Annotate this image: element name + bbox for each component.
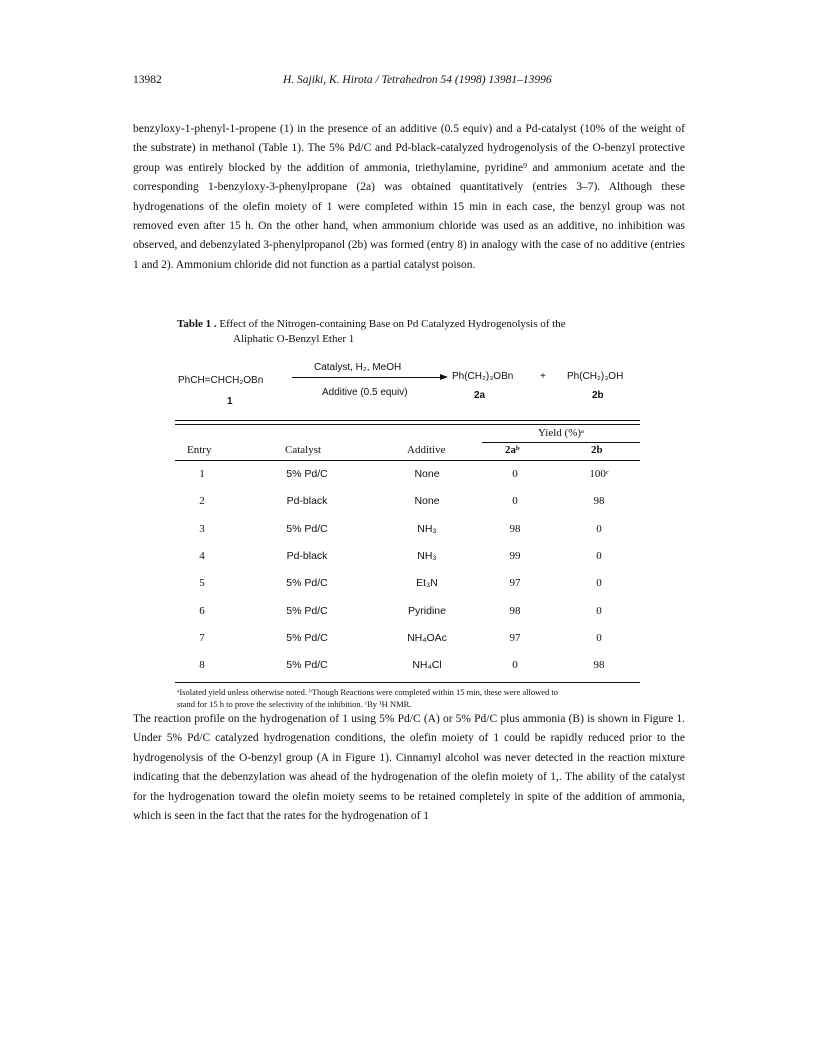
- cell-additive: NH₄Cl: [412, 659, 442, 672]
- cell-entry: 2: [199, 495, 205, 508]
- cell-entry: 7: [199, 631, 205, 644]
- product-a: Ph(CH₂)₃OBn: [452, 371, 514, 382]
- table-row: [175, 550, 640, 568]
- cell-yield-2a: 98: [509, 604, 521, 617]
- cell-entry: 6: [199, 604, 205, 617]
- reactant-label: 1: [227, 396, 233, 407]
- yield-header: Yield (%)ᵃ: [537, 427, 585, 439]
- cell-yield-2a: 97: [509, 577, 521, 590]
- cell-additive: None: [414, 468, 440, 480]
- cell-yield-2a: 0: [512, 495, 518, 508]
- cell-yield-2b: 0: [596, 604, 602, 617]
- col-header-entry: Entry: [187, 444, 212, 456]
- cell-catalyst: 5% Pd/C: [286, 604, 328, 617]
- cell-entry: 8: [199, 659, 205, 672]
- cell-additive: NH₃: [417, 522, 437, 535]
- cell-additive: NH₃: [417, 549, 437, 562]
- col-header-additive: Additive: [407, 444, 446, 456]
- cell-yield-2b: 0: [596, 522, 602, 535]
- cell-additive: Pyridine: [408, 604, 446, 617]
- running-title: H. Sajiki, K. Hirota / Tetrahedron 54 (1998) 13981–13996: [283, 74, 552, 86]
- cell-additive: NH₄OAc: [407, 631, 447, 644]
- col-header-2a: 2aᵇ: [505, 444, 520, 456]
- body-paragraph-2: The reaction profile on the hydrogenation of 1 using 5% Pd/C (A) or 5% Pd/C plus ammonia (B) is shown in Figure 1. Under 5% Pd/C catalyzed hydrogenation conditions, the olefin moiety of 1 could be rapidly reduced prior to the hydrogenolysis of the O-benzyl group (A in Figure 1). Cinnamyl alcohol was never detected in the reaction mixture indicating that the debenzylation was ahead of the hydrogenation of the olefin moiety of 1,. The ability of the catalyst for the hydrogenation toward the olefin moiety seems to be retained completely in spite of the addition of ammonia, which is seen in the fact that the rates for the hydrogenation of 1: [133, 713, 685, 823]
- reaction-arrow: [292, 377, 443, 378]
- cell-catalyst: Pd-black: [286, 495, 328, 508]
- table-caption-line1: Effect of the Nitrogen-containing Base on Pd Catalyzed Hydrogenolysis of the: [219, 318, 566, 330]
- conditions-bottom: Additive (0.5 equiv): [322, 387, 408, 398]
- reaction-arrow-head: [440, 374, 448, 380]
- cell-catalyst: 5% Pd/C: [286, 522, 328, 535]
- plus-sign: +: [540, 371, 546, 382]
- table-row: [175, 468, 640, 486]
- table-row: [175, 632, 640, 650]
- body-paragraph-1: benzyloxy-1-phenyl-1-propene (1) in the presence of an additive (0.5 equiv) and a Pd-catalyst (10% of the weight of the substrate) in methanol (Table 1). The 5% Pd/C and Pd-black-catalyzed hydrogenolysis of the O-benzyl protective group was entirely blocked by the addition of ammonia, triethylamine, pyridine⁹ and ammonium acetate and the corresponding 1-benzyloxy-3-phenylpropane (2a) was obtained quantitatively (entries 3–7). Although these hydrogenations of the olefin moiety of 1 were completed within 15 min in each case, the benzyl group was not removed even after 15 h. On the other hand, when ammonium chloride was used as an additive, no inhibition was observed, and debenzylated 3-phenylpropanol (2b) was formed (entry 8) in analogy with the case of no additive (entries 1 and 2). Ammonium chloride did not function as a partial catalyst poison.: [133, 123, 685, 271]
- page-number: 13982: [133, 74, 162, 86]
- table-row: [175, 495, 640, 513]
- table-row: [175, 523, 640, 541]
- col-header-catalyst: Catalyst: [285, 444, 322, 456]
- footnote-line2: stand for 15 h to prove the selectivity of the inhibition. ᶜBy ¹H NMR.: [177, 699, 412, 709]
- product-b-label: 2b: [592, 390, 604, 401]
- cell-yield-2b: 98: [593, 659, 605, 672]
- cell-yield-2a: 99: [509, 549, 521, 562]
- cell-entry: 1: [199, 468, 205, 480]
- table-header-rule: [175, 460, 640, 461]
- cell-catalyst: 5% Pd/C: [286, 468, 328, 480]
- page-header: [133, 74, 693, 90]
- table-top-rule-2: [175, 424, 640, 425]
- cell-catalyst: 5% Pd/C: [286, 631, 328, 644]
- footnote-line1: ᵃIsolated yield unless otherwise noted. ᵇThough Reactions were completed within 15 min, these were allowed to: [177, 687, 558, 697]
- cell-entry: 3: [199, 522, 205, 535]
- reaction-scheme: [0, 360, 816, 410]
- table-caption-line2: Aliphatic O-Benzyl Ether 1: [233, 333, 355, 345]
- reactant: PhCH=CHCH₂OBn: [178, 375, 264, 386]
- cell-entry: 5: [199, 577, 205, 590]
- col-header-2b: 2b: [591, 444, 603, 456]
- cell-yield-2a: 97: [509, 631, 521, 644]
- product-b: Ph(CH₂)₃OH: [567, 371, 624, 382]
- cell-yield-2a: 0: [512, 659, 518, 672]
- cell-additive: None: [414, 495, 440, 508]
- cell-yield-2a: 98: [509, 522, 521, 535]
- cell-yield-2b: 0: [596, 549, 602, 562]
- cell-additive: Et₃N: [416, 577, 438, 590]
- yield-header-rule: [482, 442, 640, 443]
- product-a-label: 2a: [474, 390, 486, 401]
- cell-entry: 4: [199, 549, 205, 562]
- table-label: Table 1 .: [177, 318, 217, 330]
- table-row: [175, 659, 640, 677]
- table-top-rule: [175, 420, 640, 421]
- cell-catalyst: 5% Pd/C: [286, 577, 328, 590]
- cell-catalyst: 5% Pd/C: [286, 659, 328, 672]
- table-bottom-rule: [175, 682, 640, 683]
- table-row: [175, 605, 640, 623]
- table-row: [175, 577, 640, 595]
- cell-yield-2b: 100ᶜ: [589, 468, 609, 480]
- cell-yield-2b: 98: [593, 495, 605, 508]
- cell-yield-2b: 0: [596, 631, 602, 644]
- cell-yield-2a: 0: [512, 468, 518, 480]
- cell-catalyst: Pd-black: [286, 549, 328, 562]
- table-footnote: [177, 686, 647, 710]
- cell-yield-2b: 0: [596, 577, 602, 590]
- table-caption: [177, 317, 647, 347]
- conditions-top: Catalyst, H₂, MeOH: [314, 362, 402, 373]
